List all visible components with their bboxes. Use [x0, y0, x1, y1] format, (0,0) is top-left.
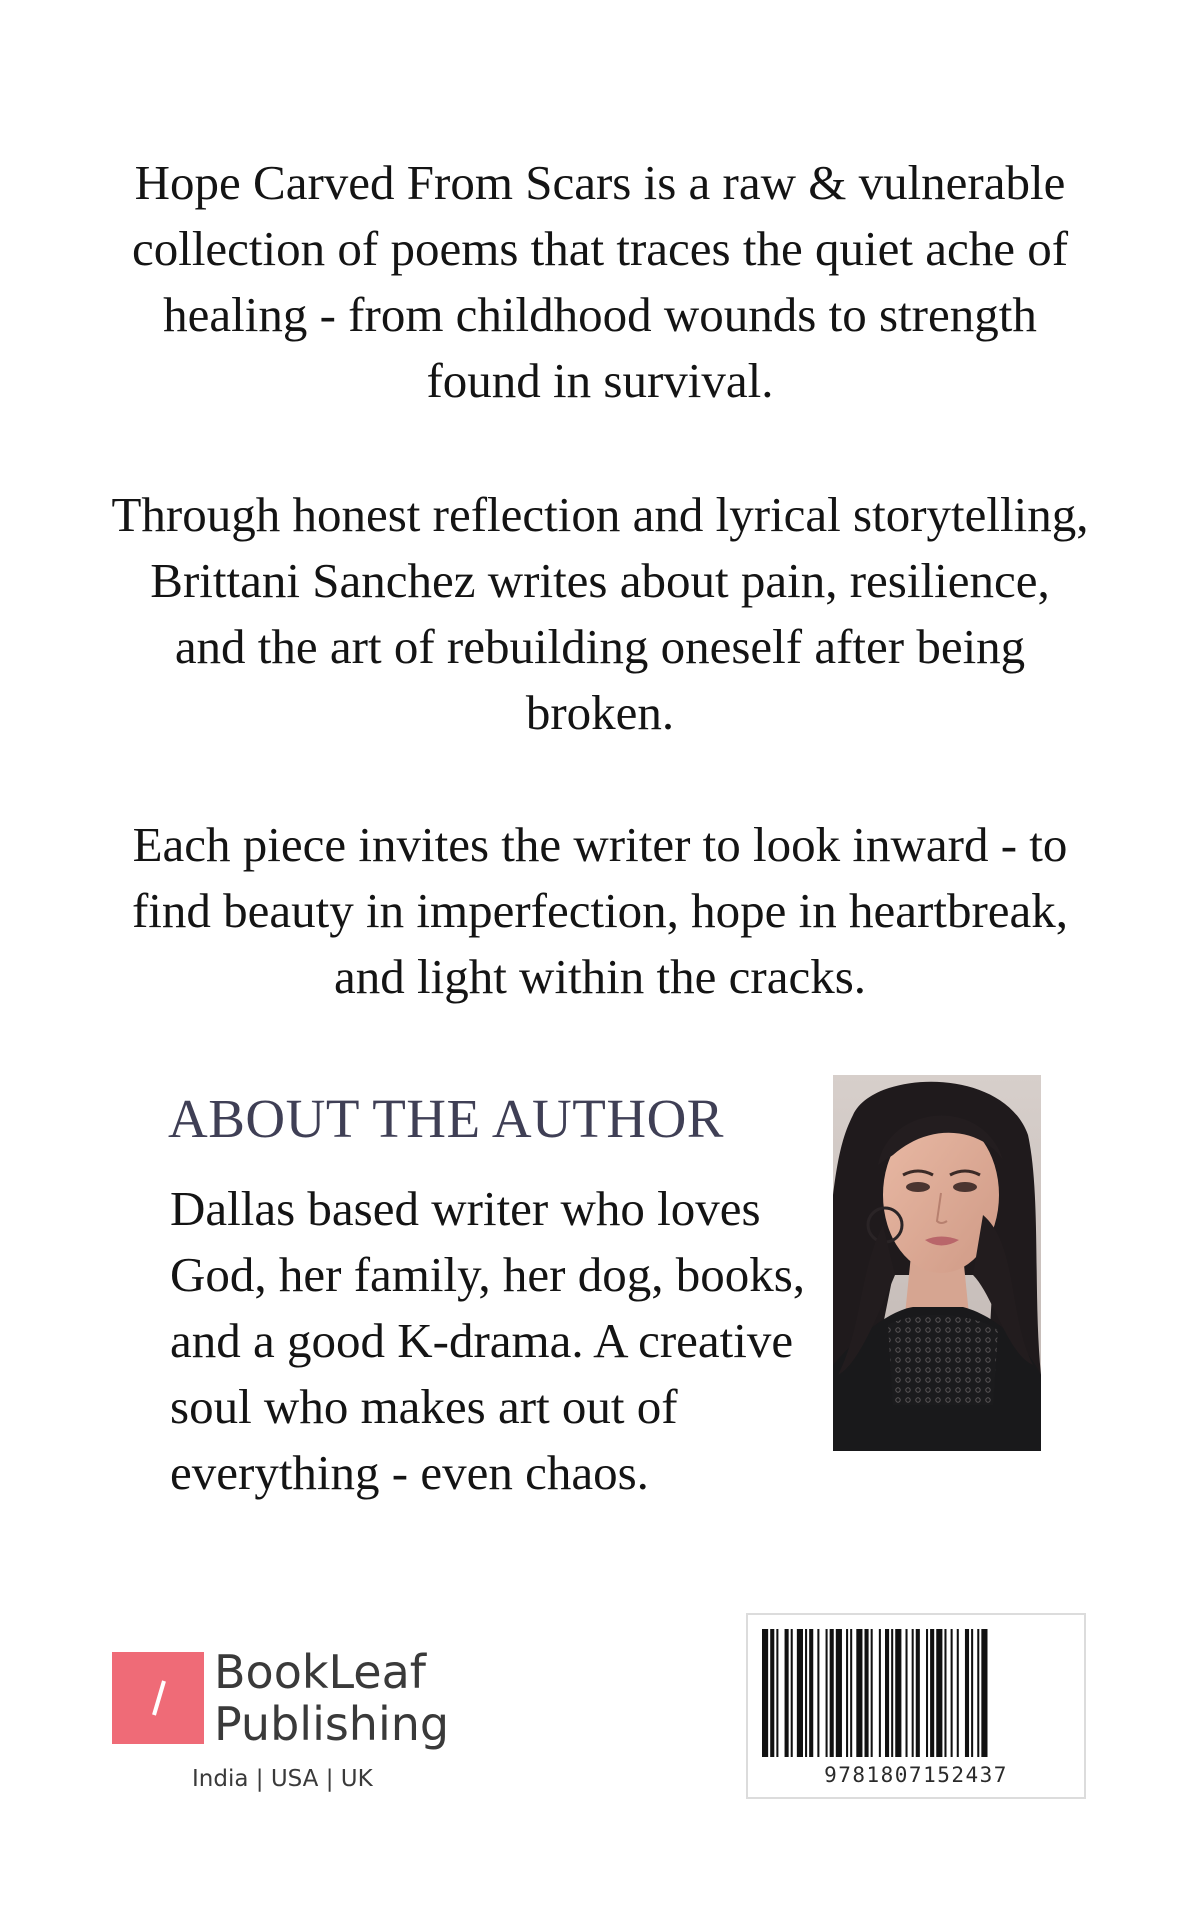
- barcode-bar: [912, 1629, 914, 1757]
- barcode-bar: [817, 1629, 819, 1757]
- barcode-bar: [805, 1629, 807, 1757]
- barcode-bar: [770, 1629, 774, 1757]
- isbn-number: 9781807152437: [824, 1763, 1008, 1787]
- barcode-bar: [965, 1629, 969, 1757]
- barcode-bar: [830, 1629, 834, 1757]
- publisher-name: [214, 1646, 449, 1750]
- publisher-regions: India | USA | UK: [192, 1766, 373, 1792]
- publisher-logo: [112, 1652, 204, 1744]
- barcode-bar: [785, 1629, 789, 1757]
- barcode-bar: [791, 1629, 793, 1757]
- barcode-bar: [930, 1629, 934, 1757]
- barcode-bar: [926, 1629, 928, 1757]
- barcode-bar: [977, 1629, 979, 1757]
- barcode-bar: [936, 1629, 942, 1757]
- description-paragraph-2: Through honest reflection and lyrical storytelling, Brittani Sanchez writes about pain, resilience, and the art of rebuilding oneself after being broken.: [111, 487, 1089, 740]
- barcode-bar: [762, 1629, 768, 1757]
- barcode-bar: [895, 1629, 901, 1757]
- barcode-bar: [797, 1629, 803, 1757]
- barcode-bar: [981, 1629, 987, 1757]
- publisher-name-line2: Publishing: [214, 1697, 450, 1751]
- barcode: [746, 1613, 1086, 1799]
- barcode-bar: [776, 1629, 778, 1757]
- barcode-bar: [957, 1629, 959, 1757]
- barcode-bar: [846, 1629, 848, 1757]
- barcode-bar: [836, 1629, 842, 1757]
- author-photo: [833, 1075, 1041, 1451]
- about-author-heading: ABOUT THE AUTHOR: [168, 1088, 724, 1149]
- barcode-bar: [916, 1629, 920, 1757]
- barcode-bar: [871, 1629, 873, 1757]
- barcode-bar: [865, 1629, 869, 1757]
- barcode-bar: [879, 1629, 881, 1757]
- barcode-bar: [891, 1629, 893, 1757]
- slash-logo-icon: [112, 1652, 204, 1744]
- description-paragraph-3: Each piece invites the writer to look inward - to find beauty in imperfection, hope in heartbreak, and light within the cracks.: [131, 817, 1069, 1004]
- barcode-bar: [856, 1629, 862, 1757]
- barcode-bar: [885, 1629, 889, 1757]
- barcode-bar: [971, 1629, 973, 1757]
- barcode-bar: [850, 1629, 852, 1757]
- barcode-bar: [951, 1629, 953, 1757]
- barcode-bar: [826, 1629, 828, 1757]
- barcode-bar: [809, 1629, 813, 1757]
- barcode-bar: [906, 1629, 908, 1757]
- description-paragraph-1: Hope Carved From Scars is a raw & vulnerable collection of poems that traces the quiet ache of healing - from childhood wounds to strength found in survival.: [131, 155, 1069, 408]
- barcode-bars: [762, 1629, 1070, 1757]
- author-bio: Dallas based writer who loves God, her family, her dog, books, and a good K-drama. A creative soul who makes art out of everything - even chaos.: [170, 1181, 806, 1500]
- publisher-name-line1: BookLeaf: [214, 1645, 426, 1699]
- barcode-bar: [944, 1629, 946, 1757]
